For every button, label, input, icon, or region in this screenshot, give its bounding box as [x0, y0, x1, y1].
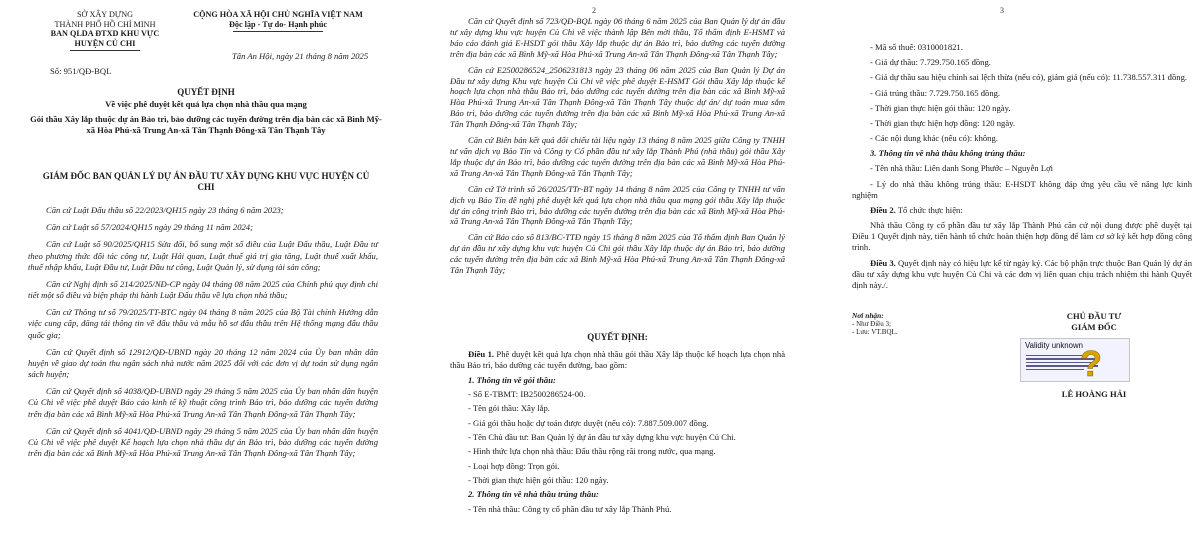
document-title: QUYẾT ĐỊNH — [177, 87, 235, 97]
issuer-header — [40, 10, 170, 51]
info-item: - Số E-TBMT: IB2500286524-00. — [468, 389, 586, 400]
section-heading: 2. Thông tin về nhà thầu trúng thầu: — [468, 489, 599, 500]
signer-title-line: CHỦ ĐẦU TƯ — [1066, 311, 1122, 321]
question-mark-icon — [1071, 344, 1111, 382]
legal-basis-item: Căn cứ Quyết định số 12912/QĐ-UBND ngày 20 tháng 12 năm 2024 của Ủy ban nhân dân huyện về giao dự toán thu ngân sách nhà nước năm 2025 đối với các đơn vị dự toán sử dụng ngân sách huyện; — [28, 346, 378, 380]
document-subtitle: Về việc phê duyệt kết quả lựa chọn nhà thầu qua mạng — [105, 99, 307, 109]
signer-title — [1034, 311, 1154, 333]
page-number: 3 — [1000, 6, 1004, 15]
issuer-line: BAN QLDA ĐTXD KHU VỰC — [50, 29, 160, 39]
digital-signature — [1020, 338, 1130, 382]
info-item: - Các nội dung khác (nếu có): không. — [870, 133, 998, 144]
recipient-item: - Lưu: VT.BQL. — [852, 328, 898, 337]
package-name: Gói thầu Xây lắp thuộc dự án Bảo trì, bảo dưỡng các tuyến đường trên địa bàn các xã Bình Mỹ-xã Hòa Phú-xã Trung An-xã Tân Thạnh Đông-xã Tân Thạnh Tây — [30, 114, 382, 135]
underline — [70, 50, 140, 51]
issuer-line: SỞ XÂY DỰNG — [76, 10, 134, 19]
legal-basis — [28, 205, 378, 465]
info-item: - Hình thức lựa chọn nhà thầu: Đấu thầu rộng rãi trong nước, qua mạng. — [468, 446, 716, 457]
info-item: - Giá dự thầu: 7.729.750.165 đồng. — [870, 57, 991, 68]
article-text: Phê duyệt kết quả lựa chọn nhà thầu gói thầu Xây lắp thuộc kế hoạch lựa chọn nhà thầu Bảo trì, bảo dưỡng các tuyến đường, bao gồm: — [450, 349, 786, 371]
svg-text:?: ? — [1080, 344, 1102, 382]
underline — [233, 31, 323, 32]
info-item: - Lý do nhà thầu không trúng thầu: E-HSDT không đáp ứng yêu cầu về năng lực kinh nghiệm — [852, 178, 1192, 200]
info-item: - Tên Chủ đầu tư: Ban Quản lý dự án đầu tư xây dựng khu vực huyện Củ Chi. — [468, 432, 736, 443]
validity-status: Validity unknown — [1025, 341, 1083, 350]
legal-basis-item: Căn cứ Luật số 90/2025/QH15 Sửa đổi, bổ sung một số điều của Luật Đấu thầu, Luật Đầu tư theo phương thức đối tác công tư, Luật Hải quan, Luật thuế giá trị gia tăng, Luật thuế xuất khẩu, thuế nhập khẩu, Luật Đầu tư, Luật Đầu tư công, Luật Quản lý, sử dụng tài sản công; — [28, 239, 378, 272]
article-text: Quyết định này có hiệu lực kể từ ngày ký. Các bộ phận trực thuộc Ban Quản lý dự án đầu tư xây dựng khu vực huyện Củ Chi và các đơn vị liên quan chịu trách nhiệm thi hành Quyết định này./. — [852, 257, 1192, 290]
legal-basis-item: Căn cứ Luật Đấu thầu số 22/2023/QH15 ngày 23 tháng 6 năm 2023; — [46, 205, 284, 215]
info-item: - Thời gian thực hiện gói thầu: 120 ngày. — [468, 475, 609, 486]
legal-basis-item: Căn cứ Biên bản kết quả đối chiếu tài liệu ngày 13 tháng 8 năm 2025 giữa Công ty TNHH tư vấn dịch vụ Bảo Tín và Công ty Cổ phần đầu tư xây lắp Thành Phú (nhà thầu) gói thầu Xây lắp thuộc dự án Bảo trì, bảo dưỡng các tuyến đường trên địa bàn các xã Bình Mỹ-xã Hòa Phú-xã Trung An-xã Tân Thạnh Đông-xã Tân Thạnh Tây; — [450, 135, 785, 178]
info-item: - Giá trúng thầu: 7.729.750.165 đồng. — [870, 87, 1001, 98]
article-text: Tổ chức thực hiện: — [895, 204, 963, 215]
legal-basis-item: Căn cứ Quyết định số 4038/QĐ-UBND ngày 29 tháng 5 năm 2025 của Ủy ban nhân dân huyện Củ Chi về việc phê duyệt Báo cáo kinh tế kỹ thuật công trình Bảo trì, bảo dưỡng các tuyến đường trên địa bàn các xã Bình Mỹ-xã Hòa Phú-xã Trung An-xã Tân Thạnh Đông-xã Tân Thạnh Tây; — [28, 386, 378, 419]
article-label: Điều 2. — [870, 204, 896, 215]
legal-basis-item: Căn cứ Quyết định số 723/QĐ-BQL ngày 06 tháng 6 năm 2025 của Ban Quản lý dự án đầu tư xây dựng khu vực huyện Củ Chi về việc thành lập Bên mời thầu, Tổ thẩm định E-HSMT và báo cáo đánh giá E-HSDT gói thầu Xây lắp thuộc dự án Bảo trì, bảo dưỡng các tuyến đường trên địa bàn các xã Bình Mỹ-xã Hòa Phú-xã Trung An-xã Tân Thạnh Đông-xã Tân Thạnh Tây; — [450, 16, 785, 59]
legal-basis-item: Căn cứ Báo cáo số 813/BC-TTĐ ngày 15 tháng 8 năm 2025 của Tổ thẩm định Ban Quản lý dự án đầu tư xây dựng khu vực huyện Củ Chi gói thầu Xây lắp thuộc dự án Bảo trì, bảo dưỡng các tuyến đường trên địa bàn các xã Bình Mỹ-xã Hòa Phú-xã Trung An-xã Tân Thạnh Đông-xã Tân Thạnh Tây; — [450, 232, 785, 276]
national-header — [168, 10, 388, 32]
info-item: - Thời gian thực hiện gói thầu: 120 ngày. — [870, 102, 1011, 113]
page-number: 2 — [592, 6, 596, 15]
authority: GIÁM ĐỐC BAN QUẢN LÝ DỰ ÁN ĐẦU TƯ XÂY DỰNG KHU VỰC HUYỆN CỦ CHI — [42, 171, 370, 193]
signer-title-line: GIÁM ĐỐC — [1071, 321, 1117, 332]
info-item: - Loại hợp đồng: Trọn gói. — [468, 460, 560, 471]
issuer-line: HUYỆN CỦ CHI — [74, 39, 136, 49]
legal-basis-item: Căn cứ Thông tư số 79/2025/TT-BTC ngày 04 tháng 8 năm 2025 của Bộ Tài chính Hướng dẫn việc cung cấp, đăng tải thông tin về đấu thầu và mẫu hồ sơ đấu thầu trên Hệ thống mạng đấu thầu quốc gia; — [28, 307, 378, 340]
article-1 — [450, 349, 785, 518]
info-item: - Giá dự thầu sau hiệu chỉnh sai lệch thừa (nếu có), giảm giá (nếu có): 11.738.557.311 đồng. — [870, 72, 1188, 83]
section-heading: 1. Thông tin về gói thầu: — [468, 374, 556, 385]
info-item: - Mã số thuế: 0310001821. — [870, 42, 963, 52]
nation-title: CỘNG HÒA XÃ HỘI CHỦ NGHĨA VIỆT NAM — [193, 10, 363, 19]
decision-heading: QUYẾT ĐỊNH: — [587, 332, 648, 342]
legal-basis-item: Căn cứ Tờ trình số 26/2025/TTr-BT ngày 14 tháng 8 năm 2025 của Công ty TNHH tư vấn dịch vụ Bảo Tín đề nghị phê duyệt kết quả lựa chọn nhà thầu qua mạng gói thầu Xây lắp thuộc dự án công trình Bảo trì, bảo dưỡng các tuyến đường trên địa bàn các xã Bình Mỹ-xã Hòa Phú-xã Trung An-xã Tân Thạnh Đông-xã Tân Thạnh Tây; — [450, 183, 785, 227]
article-label: Điều 3. — [870, 257, 896, 268]
article-1-continued — [852, 42, 1192, 295]
article-label: Điều 1. — [468, 349, 495, 359]
info-item: - Giá gói thầu hoặc dự toán được duyệt (nếu có): 7.887.509.007 đồng. — [468, 417, 709, 428]
recipients — [852, 311, 992, 337]
info-item: - Tên gói thầu: Xây lắp. — [468, 403, 550, 414]
legal-basis-continued — [450, 16, 785, 281]
page-1 — [0, 0, 392, 544]
recipients-label: Nơi nhận: — [852, 311, 884, 320]
document-number: Số: 951/QĐ-BQL — [50, 66, 112, 76]
issuer-line: THÀNH PHỐ HỒ CHÍ MINH — [54, 19, 156, 29]
signer-name: LÊ HOÀNG HẢI — [1061, 389, 1127, 399]
info-item: - Thời gian thực hiện hợp đồng: 120 ngày. — [870, 117, 1016, 128]
legal-basis-item: Căn cứ Quyết định số 4041/QĐ-UBND ngày 29 tháng 5 năm 2025 của Ủy ban nhân dân huyện Củ Chi về việc phê duyệt Kế hoạch lựa chọn nhà thầu dự án Bảo trì, bảo dưỡng các tuyến đường trên địa bàn các xã Bình Mỹ-xã Hòa Phú-xã Trung An-xã Tân Thạnh Đông-xã Tân Thạnh Tây; — [28, 425, 378, 459]
page-2 — [400, 0, 796, 544]
page-3 — [804, 0, 1200, 544]
article-text: Nhà thầu Công ty cổ phần đầu tư xây lắp Thành Phú căn cứ nội dung được phê duyệt tại Điều 1 Quyết định này, tiến hành tổ chức hoàn thiện hợp đồng để làm cơ sở ký kết hợp đồng công trình. — [852, 220, 1192, 253]
legal-basis-item: Căn cứ Nghị định số 214/2025/NĐ-CP ngày 04 tháng 08 năm 2025 của Chính phủ quy định chi tiết một số điều và biện pháp thi hành Luật Đấu thầu về lựa chọn nhà thầu; — [28, 278, 378, 301]
legal-basis-item: Căn cứ Luật số 57/2024/QH15 ngày 29 tháng 11 năm 2024; — [46, 222, 253, 233]
info-item: - Tên nhà thầu: Liên danh Song Phước – Nguyễn Lợi — [870, 163, 1054, 174]
place-date: Tân An Hội, ngày 21 tháng 8 năm 2025 — [232, 51, 369, 61]
recipient-item: - Như Điều 3; — [852, 320, 891, 328]
section-heading: 3. Thông tin về nhà thầu không trúng thầu: — [870, 148, 1026, 159]
motto: Độc lập - Tự do- Hạnh phúc — [228, 19, 328, 29]
legal-basis-item: Căn cứ E2500286524_2506231813 ngày 23 tháng 06 năm 2025 của Ban Quản lý Dự án Đầu tư xây dựng Khu vực huyện Củ Chi về việc phê duyệt E-HSMT Gói thầu Xây lắp thuộc kế hoạch lựa chọn nhà thầu Bảo trì, bảo dưỡng các tuyến đường trên địa bàn các xã Bình Mỹ-xã Hòa Phú-xã Trung An-xã Tân Thạnh Đông-xã Tân Thạnh Tây thuộc dự án/ dự toán mua sắm Bảo trì, bảo dưỡng các tuyến đường trên địa bàn các xã Bình Mỹ-xã Hòa Phú-xã Trung An-xã Tân Thạnh Đông-xã Tân Thạnh Tây; — [450, 64, 785, 130]
info-item: - Tên nhà thầu: Công ty cổ phần đầu tư xây lắp Thành Phú. — [468, 503, 672, 514]
